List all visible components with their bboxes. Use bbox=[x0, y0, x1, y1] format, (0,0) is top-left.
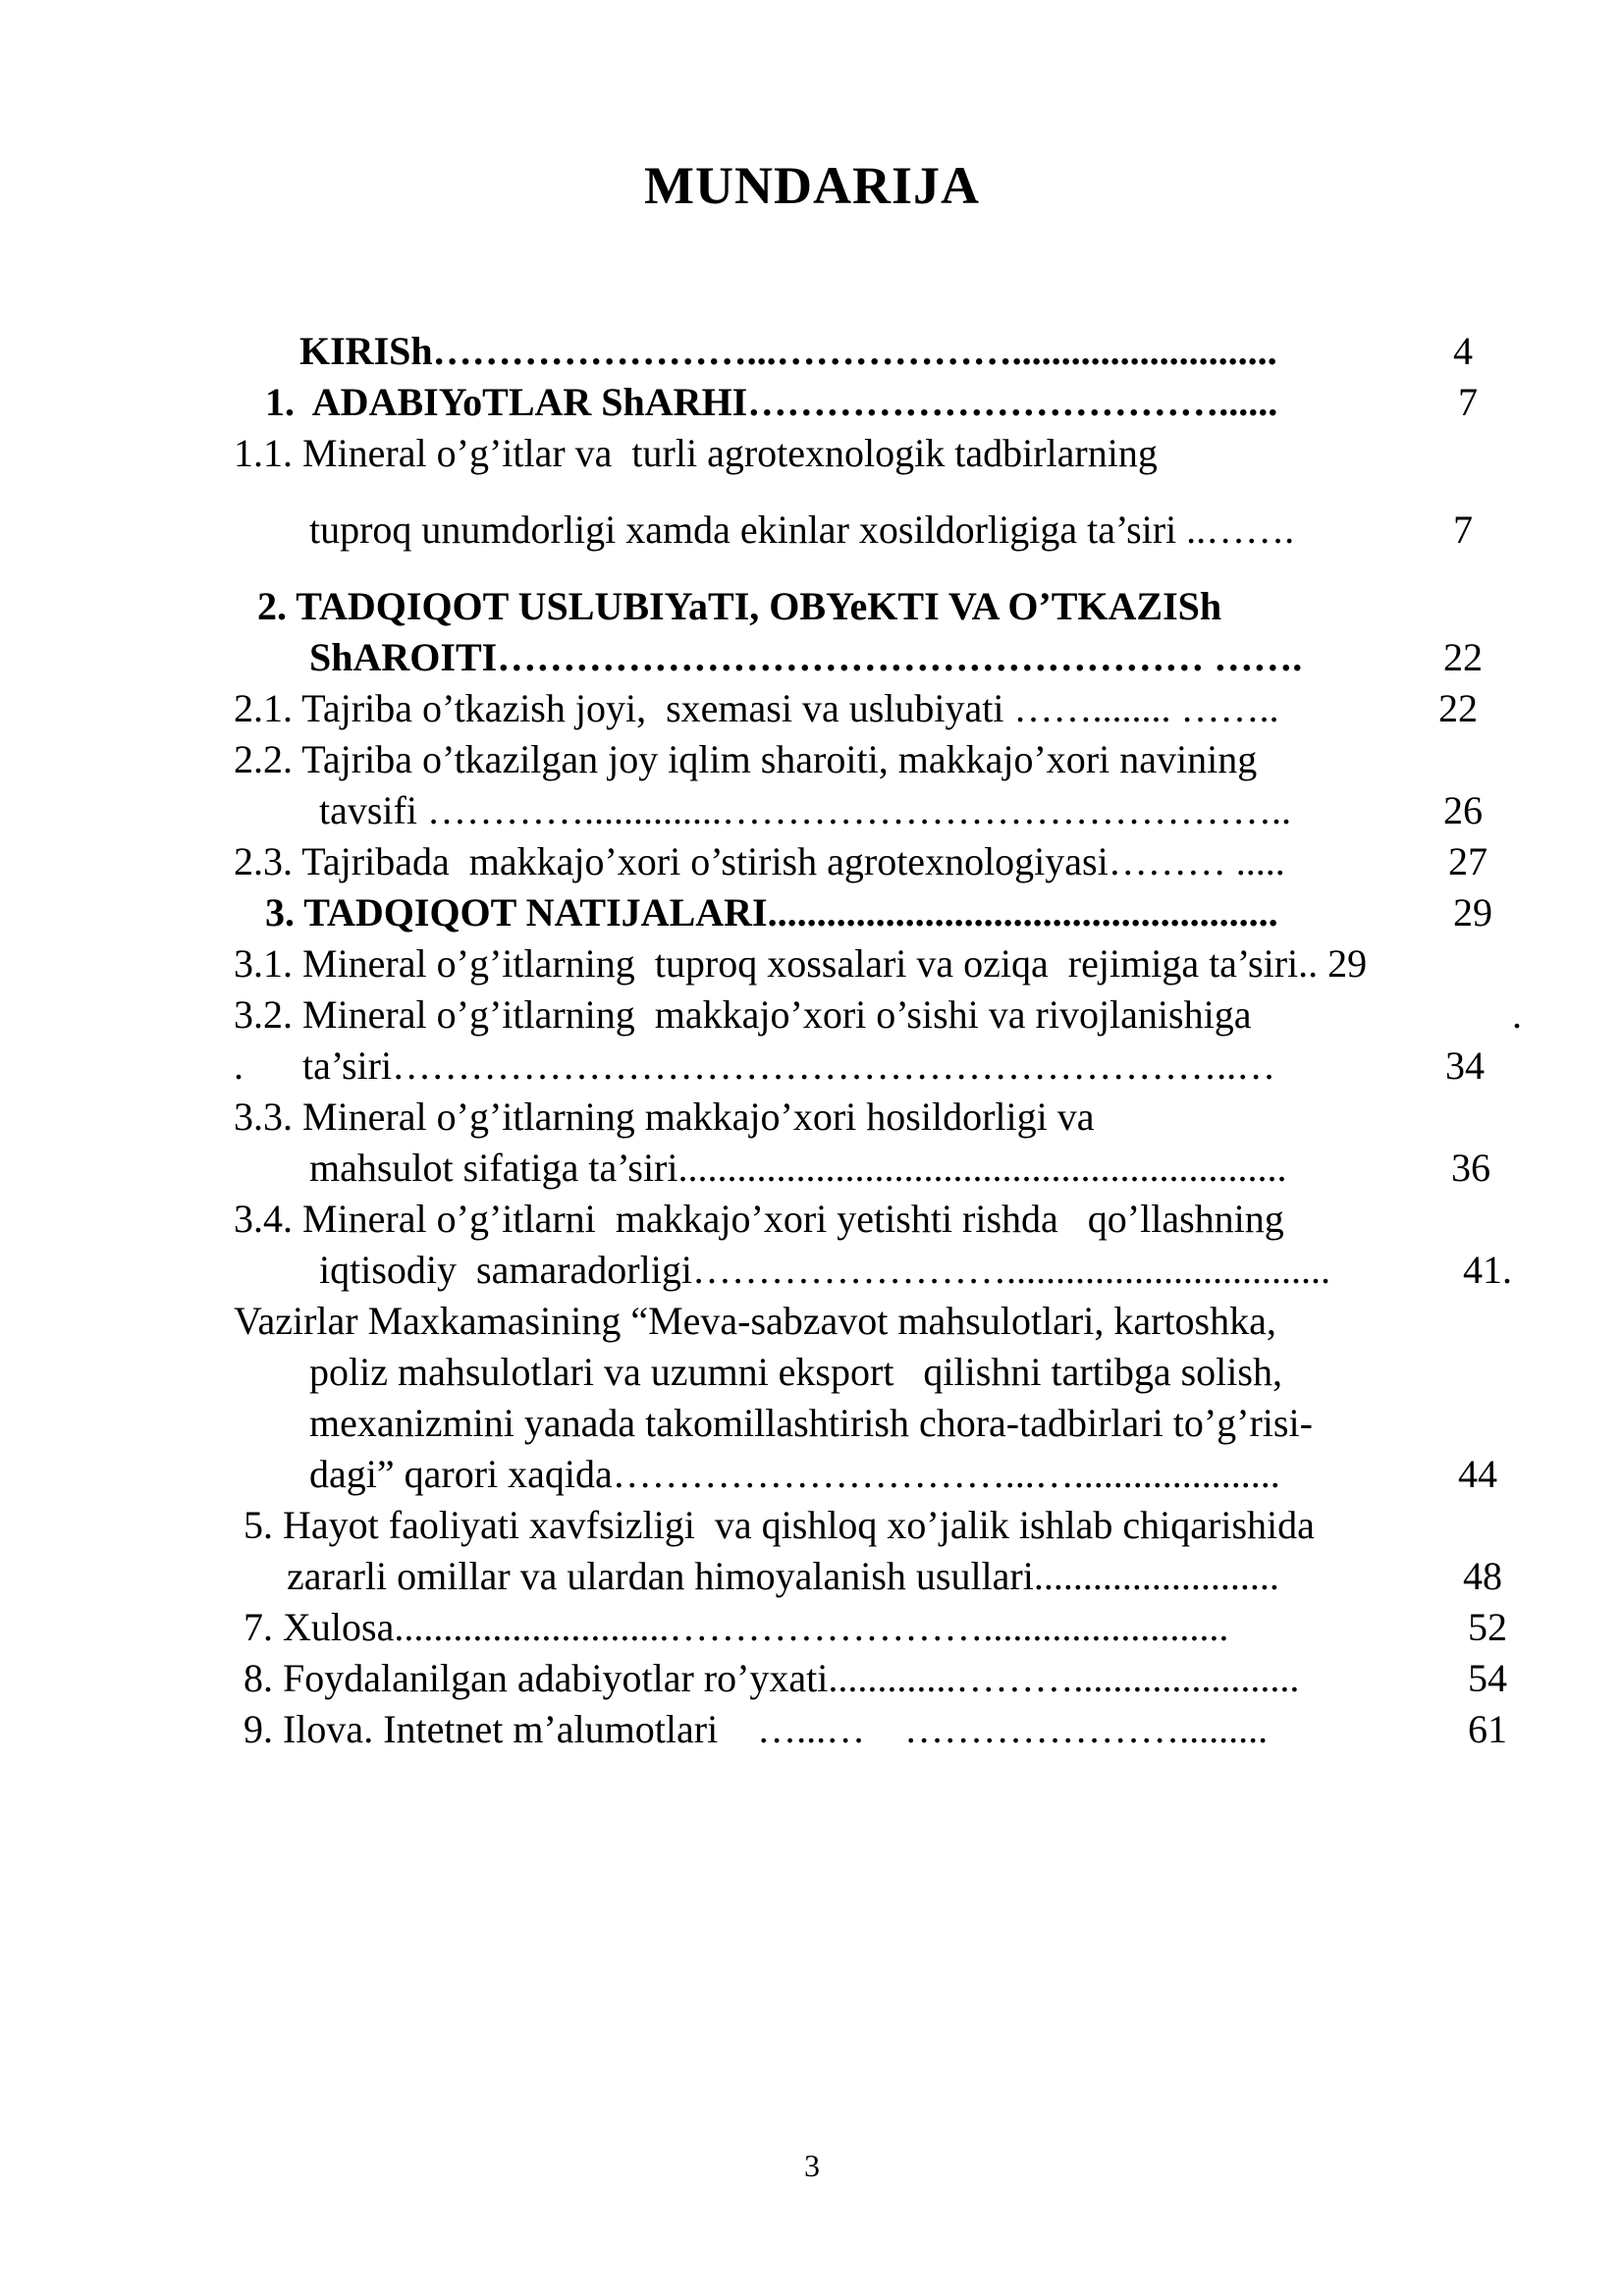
toc-entry-page: 22 bbox=[1443, 635, 1483, 679]
toc-entry-text: 1. ADABIYoTLAR ShARHI………………………………...... bbox=[265, 380, 1278, 424]
toc-entry-text: ShAROITI……………………………………………… ……. bbox=[309, 635, 1303, 679]
toc-entry-text: 2. TADQIQOT USLUBIYaTI, OBYeKTI VA O’TKAZISh bbox=[257, 584, 1222, 628]
toc-entry-page: 26 bbox=[1443, 788, 1483, 832]
toc-entry-text: 3.4. Mineral o’g’itlarni makkajo’xori yetishti rishda qo’llashning bbox=[234, 1197, 1284, 1241]
toc-entry-text: 3.3. Mineral o’g’itlarning makkajo’xori hosildorligi va bbox=[234, 1095, 1095, 1139]
toc-entry-text: 2.2. Tajriba o’tkazilgan joy iqlim sharoiti, makkajo’xori navining bbox=[234, 737, 1258, 781]
toc-entry-text: . ta’siri………………………………………………………..… bbox=[234, 1043, 1276, 1088]
toc-entry-text: poliz mahsulotlari va uzumni eksport qilishni tartibga solish, bbox=[309, 1350, 1282, 1394]
toc-entry-text: 2.1. Tajriba o’tkazish joyi, sxemasi va uslubiyati ……........ …….. bbox=[234, 686, 1279, 730]
toc-entry-page: 61 bbox=[1468, 1707, 1507, 1751]
toc-entry-page: . bbox=[1512, 992, 1522, 1037]
page-number: 3 bbox=[804, 2148, 820, 2183]
toc-entry-page: 36 bbox=[1451, 1146, 1490, 1190]
toc-entry-text: KIRISh……………………...………………........................... bbox=[299, 329, 1277, 373]
toc-entry-text: 3. TADQIQOT NATIJALARI.................................................... bbox=[265, 890, 1278, 934]
toc-entry-text: 5. Hayot faoliyati xavfsizligi va qishloq xo’jalik ishlab chiqarishida bbox=[244, 1503, 1315, 1547]
toc-entry-page: 54 bbox=[1468, 1656, 1507, 1700]
toc-entry-page: 44 bbox=[1458, 1452, 1497, 1496]
toc-entry-text: 7. Xulosa............................……………………......................... bbox=[244, 1605, 1229, 1649]
toc-entry-page: 4 bbox=[1453, 329, 1473, 373]
toc-entry-text: mahsulot sifatiga ta’siri.............................................................. bbox=[309, 1146, 1287, 1190]
toc-entry-page: 27 bbox=[1448, 839, 1488, 883]
toc-entry-text: 3.2. Mineral o’g’itlarning makkajo’xori o’sishi va rivojlanishiga bbox=[234, 992, 1252, 1037]
toc-entry-text: tuproq unumdorligi xamda ekinlar xosildorligiga ta’siri ..……. bbox=[309, 507, 1295, 552]
toc-entry-page: 41. bbox=[1463, 1248, 1512, 1292]
toc-entry-page: 7 bbox=[1453, 507, 1473, 552]
toc-entry-text: 9. Ilova. Intetnet m’alumotlari …...… …………………......... bbox=[244, 1707, 1269, 1751]
toc-entry-page: 22 bbox=[1438, 686, 1478, 730]
toc-entry-text: iqtisodiy samaradorligi……………………................................. bbox=[319, 1248, 1330, 1292]
toc-entry-page: 52 bbox=[1468, 1605, 1507, 1649]
toc-entry-text: tavsifi …………..............…………………………………….. bbox=[319, 788, 1291, 832]
toc-entry-text: 2.3. Tajribada makkajo’xori o’stirish agrotexnologiyasi……… ..... bbox=[234, 839, 1285, 883]
toc-entry-page: 7 bbox=[1458, 380, 1478, 424]
toc-entry-text: 1.1. Mineral o’g’itlar va turli agrotexnologik tadbirlarning bbox=[234, 431, 1158, 475]
toc-entry-text: dagi” qarori xaqida…………………………...…..................... bbox=[309, 1452, 1280, 1496]
toc-entry-text: 3.1. Mineral o’g’itlarning tuproq xossalari va oziqa rejimiga ta’siri.. 29 bbox=[234, 941, 1368, 986]
toc-entry-text: Vazirlar Maxkamasining “Meva-sabzavot mahsulotlari, kartoshka, bbox=[234, 1299, 1276, 1343]
page-title: MUNDARIJA bbox=[644, 156, 980, 215]
toc-entry-page: 48 bbox=[1463, 1554, 1502, 1598]
toc-entry-text: 8. Foydalanilgan adabiyotlar ro’yxati.............………....................... bbox=[244, 1656, 1300, 1700]
toc-entry-text: mexanizmini yanada takomillashtirish chora-tadbirlari to’g’risi- bbox=[309, 1401, 1313, 1445]
toc-entry-text: zararli omillar va ulardan himoyalanish usullari......................... bbox=[287, 1554, 1279, 1598]
toc-entry-page: 34 bbox=[1445, 1043, 1485, 1088]
toc-entry-page: 29 bbox=[1453, 890, 1492, 934]
